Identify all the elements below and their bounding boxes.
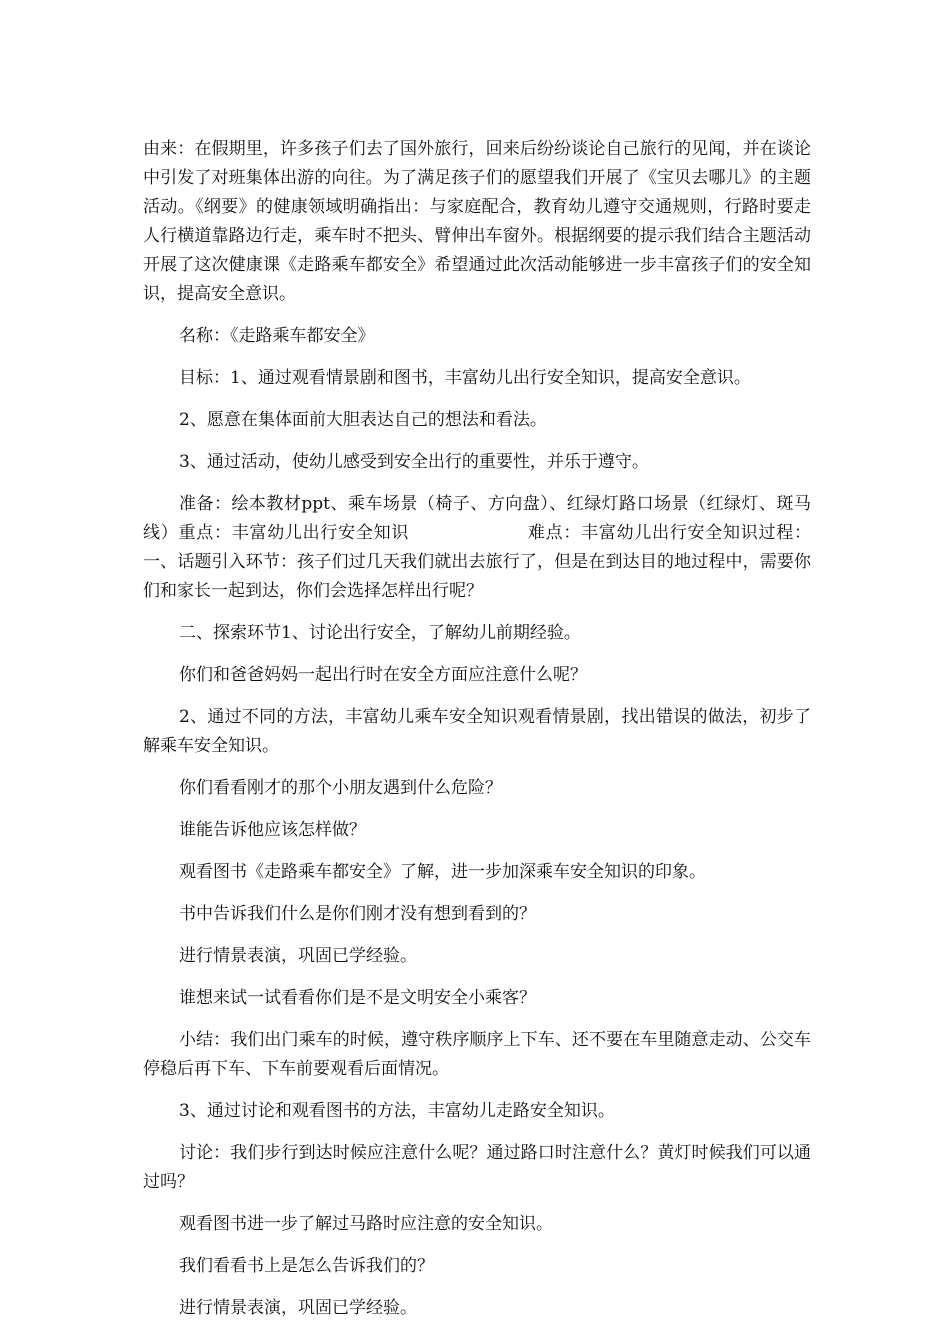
paragraph-explore-1: 二、探索环节1、讨论出行安全，了解幼儿前期经验。 bbox=[179, 623, 581, 643]
paragraph-summary: 小结：我们出门乘车的时候，遵守秩序顺序上下车、还不要在车里随意走动、公交车停稳后再下车、下车前要观看后面情况。 bbox=[143, 1030, 811, 1079]
paragraph-goal-2: 2、愿意在集体面前大胆表达自己的想法和看法。 bbox=[179, 410, 547, 430]
paragraph-origin: 由来：在假期里，许多孩子们去了国外旅行，回来后纷纷谈论自己旅行的见闻，并在谈论中引发了对班集体出游的向往。为了满足孩子们的愿望我们开展了《宝贝去哪儿》的主题活动。《纲要》的健康领域明确指出：与家庭配合，教育幼儿遵守交通规则，行路时要走人行横道靠路边行走，乘车时不把头、臂伸出车窗外。根据纲要的提示我们结合主题活动开展了这次健康课《走路乘车都安全》希望通过此次活动能够进一步丰富孩子们的安全知识，提高安全意识。 bbox=[143, 139, 811, 304]
paragraph-goal-3: 3、通过活动，使幼儿感受到安全出行的重要性，并乐于遵守。 bbox=[179, 452, 649, 472]
paragraph-question-3: 谁能告诉他应该怎样做？ bbox=[179, 820, 366, 840]
paragraph-discussion: 讨论：我们步行到达时候应注意什么呢？通过路口时注意什么？黄灯时候我们可以通过吗？ bbox=[143, 1143, 811, 1192]
paragraph-performance-2: 进行情景表演，巩固已学经验。 bbox=[179, 1298, 417, 1318]
paragraph-explore-3: 3、通过讨论和观看图书的方法，丰富幼儿走路安全知识。 bbox=[179, 1101, 615, 1121]
paragraph-book-2: 观看图书进一步了解过马路时应注意的安全知识。 bbox=[179, 1214, 553, 1234]
document-body bbox=[143, 135, 811, 1336]
paragraph-preparation bbox=[143, 490, 811, 606]
paragraph-goal-1: 目标：1、通过观看情景剧和图书，丰富幼儿出行安全知识，提高安全意识。 bbox=[179, 368, 751, 388]
paragraph-name: 名称：《走路乘车都安全》 bbox=[179, 326, 375, 346]
paragraph-book-1: 观看图书《走路乘车都安全》了解，进一步加深乘车安全知识的印象。 bbox=[179, 862, 706, 882]
paragraph-question-5: 谁想来试一试看看你们是不是文明安全小乘客？ bbox=[179, 988, 536, 1008]
paragraph-question-2: 你们看看刚才的那个小朋友遇到什么危险？ bbox=[179, 778, 502, 798]
paragraph-performance-1: 进行情景表演，巩固已学经验。 bbox=[179, 946, 417, 966]
paragraph-explore-2: 2、通过不同的方法，丰富幼儿乘车安全知识观看情景剧，找出错误的做法，初步了解乘车安全知识。 bbox=[143, 707, 811, 756]
preparation-key-points: 准备：绘本教材ppt、乘车场景（椅子、方向盘）、红绿灯路口场景（红绿灯、斑马线）重点：丰富幼儿出行安全知识 bbox=[143, 494, 811, 543]
paragraph-question-4: 书中告诉我们什么是你们刚才没有想到看到的？ bbox=[179, 904, 536, 924]
paragraph-question-6: 我们看看书上是怎么告诉我们的？ bbox=[179, 1256, 434, 1276]
preparation-difficulties-process: 难点：丰富幼儿出行安全知识过程：一、话题引入环节：孩子们过几天我们就出去旅行了，但是在到达目的地过程中，需要你们和家长一起到达，你们会选择怎样出行呢？ bbox=[143, 523, 812, 601]
paragraph-question-1: 你们和爸爸妈妈一起出行时在安全方面应注意什么呢？ bbox=[179, 665, 587, 685]
